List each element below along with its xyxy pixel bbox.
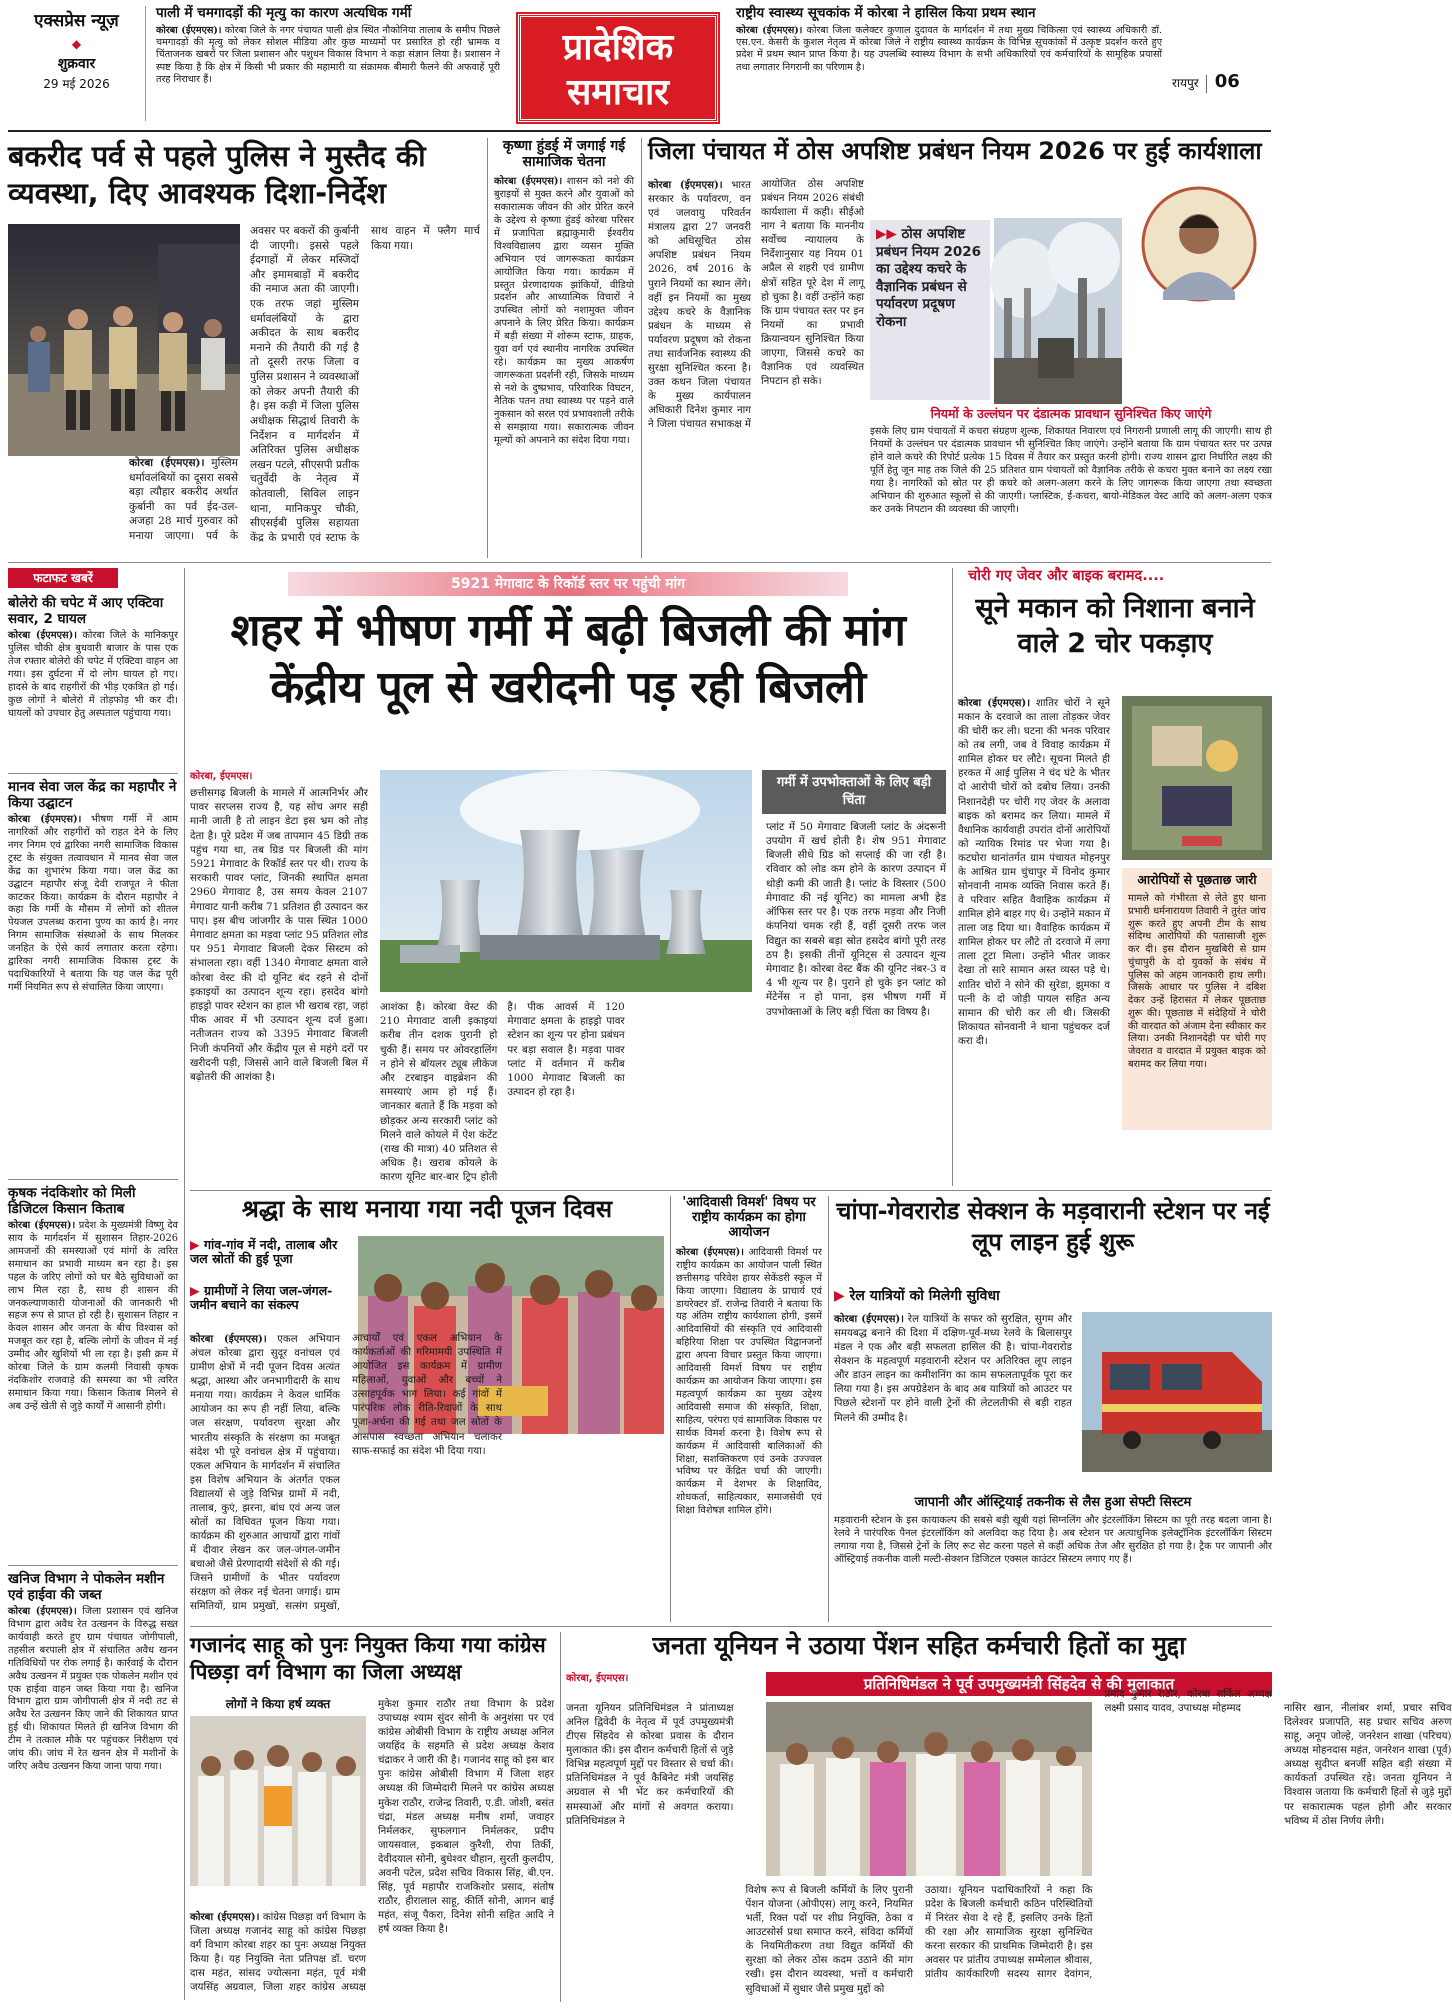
top-left-body [156,25,500,87]
section-title-box [518,14,718,122]
bakrid-text: मुस्लिम धर्मावलंबियों का दूसरा सबसे बड़ा त्यौहार बकरीद अर्थात कुर्बानी का पर्व ईद-उल-अजहा 28 मार्च गुरुवार को मनाया जाएगा। पर्व के अवसर पर बकरों की कुर्बानी दी जाएगी। इससे पहले ईदगाहों में लेकर मस्जिदों और इमामबाड़ों में बकरीद की नमाज अता की जाएगी। एक तरफ जहां मुस्लिम धर्मावलंबियों के द्वारा अकीदत के साथ बकरीद मनाने की तैयारी की गई है तो दूसरी तरफ जिला व पुलिस प्रशासन ने व्यवस्थाओं को लेकर अपनी तैयारी की है। इस कड़ी में जिला पुलिस अधीक्षक सिद्धार्थ तिवारी के निर्देशन व मार्गदर्शन में अतिरिक्त पुलिस अधीक्षक लखन पटले, सीएसपी प्रतीक चतुर्वेदी के नेतृत्व में कोतवाली, सिविल लाइन थाना, मानिकपुर चौकी, सीएसईबी पुलिस सहायता केंद्र के प्रभारी एवं स्टाफ के साथ वाहन में फ्लैग मार्च किया गया। [129,225,480,544]
official-photo [1126,182,1272,306]
adivasi-body [676,1247,822,1518]
theft-box-head: आरोपियों से पूछताछ जारी [1137,872,1257,887]
adivasi-headline: 'आदिवासी विमर्श' विषय पर राष्ट्रीय कार्यक्रम का होगा आयोजन [682,1195,816,1240]
river-text: एकल अभियान अंचल कोरबा द्वारा सुदूर वनांचल एवं ग्रामीण क्षेत्रों में नदी पूजन दिवस अत्यंत श्रद्धा, आस्था और जनभागीदारी के साथ मनाया गया। कार्यक्रम ने केवल धार्मिक आयोजन का रूप ही नहीं लिया, बल्कि जल संरक्षण, पर्यावरण सुरक्षा और भारतीय संस्कृति के संरक्षण का मजबूत संदेश भी पूरे वनांचल क्षेत्र में पहुंचाया। एकल अभियान के मार्गदर्शन में संचालित इस विशेष अभियान के अंतर्गत एकल विद्यालयों से जुड़े विभिन्न ग्रामों में नदी, तालाब, कुएं, झरना, बांध एवं अन्य जल स्रोतों का विधिवत पूजन किया गया। कार्यक्रम की शुरुआत आचार्यों द्वारा गांवों में दीवार लेखन कर जल-जंगल-जमीन बचाओ जैसे प्रेरणादायी संदेशों से की गई। जिसने ग्रामीणों के भीतर पर्यावरण संरक्षण को लेकर नई चेतना जगाई। ग्राम समितियों, ग्राम प्रमुखों, सत्संग प्रमुखों, आचार्यों एवं एकल अभियान के कार्यकर्ताओं की गरिमामयी उपस्थिति में आयोजित इस कार्यक्रम में ग्रामीण महिलाओं, युवाओं और बच्चों ने उत्साहपूर्वक भाग लिया। कई गांवों में पारंपरिक लोक रीति-रिवाजों के साथ पूजा-अर्चना की गई तथा जल स्रोतों के आसपास स्वच्छता अभियान चलाकर साफ-सफाई का संदेश भी दिया गया। [190,1333,502,1613]
power-headline-2: केंद्रीय पूल से खरीदनी पड़ रही बिजली [270,661,866,713]
power-side-box [762,770,946,1186]
top-left-story [156,6,500,126]
gajanand-text: कांग्रेस पिछड़ा वर्ग विभाग के जिला अध्यक्ष गजानंद साहू को कांग्रेस पिछड़ा वर्ग विभाग कोरबा शहर का पुनः अध्यक्ष नियुक्त किया है। यह नियुक्ति नेता प्रतिपक्ष डॉ. चरण दास महंत, सांसद ज्योत्सना महंत, पूर्व मंत्री जयसिंह अग्रवाल, जिला शहर कांग्रेस अध्यक्ष मुकेश कुमार राठौर तथा विभाग के प्रदेश उपाध्यक्ष श्याम सुंदर सोनी के अनुशंसा पर एवं कांग्रेस ओबीसी विभाग के राष्ट्रीय अध्यक्ष अनिल जयहिंद के सहमति से प्रदेश अध्यक्ष केशव चंद्राकर ने जारी की है। गजानंद साहू को इस बार पुनः कांग्रेस ओबीसी विभाग में जिला शहर अध्यक्ष की जिम्मेदारी मिलने पर कांग्रेस अध्यक्ष मुकेश राठौर, राजेन्द्र तिवारी, ए.डी. जोशी, बसंत चंद्रा, मंडल अध्यक्ष मनीष शर्मा, जवाहर निर्मलकर, सुफलगान निर्मलकर, प्रदीप जायसवाल, इकबाल कुरैशी, रोपा तिर्की, देवीदयाल सोनी, बुधेश्वर चौहान, सुरती कुलदीप, अवनी पटेल, प्रदेश सचिव विकास सिंह, बी.एन. सिंह, पूर्व महापौर राजकिशोर प्रसाद, संतोष राठौर, हीरालाल साहू, कीर्ति सोनी, आगन बाई महंत, संजू पैकरा, दिनेश सोनी सहित आदि ने हर्ष व्यक्त किया है। [190,1699,554,1994]
power-side-head: गर्मी में उपभोक्ताओं के लिए बड़ी चिंता [762,770,946,814]
fatafat-item-4 [8,1572,178,1992]
dateline: कोरबा (ईएमएस)। [494,176,563,188]
stolen-items-photo [1122,696,1272,860]
power-story [190,572,946,1186]
bakrid-body [8,224,480,558]
theft-kicker: चोरी गए जेवर और बाइक बरामद.... [968,568,1165,584]
fatafat-item-1 [8,596,178,774]
power-kicker: 5921 मेगावाट के रिकॉर्ड स्तर पर पहुंची मांग [288,572,848,596]
dateline: कोरबा (ईएमएस)। [129,457,205,469]
ornament-icon: ◆ [71,36,82,51]
fatafat-body: कोरबा (ईएमएस)। भीषण गर्मी में आम नागरिकों और राहगीरों को राहत देने के लिए नगर निगम एवं द्वारिका नगरी सामाजिक विकास ट्रस्ट के संयुक्त तत्वावधान में मानव सेवा जल केंद्र का शुभारंभ किया गया। जल केंद्र का उद्घाटन महापौर संजू देवी राजपूत ने फीता काटकर किया। कार्यक्रम के दौरान महापौर ने कहा कि गर्मी के मौसम में लोगों को शीतल पेयजल उपलब्ध कराना पुण्य का कार्य है। नगर निगम सामाजिक संस्थाओं के साथ मिलकर जनहित के ऐसे कार्य लगातार करता रहेगा। द्वारिका नगरी सामाजिक विकास ट्रस्ट के पदाधिकारियों ने बताया कि यह जल केंद्र पूरी गर्मी नियमित रूप से संचालित किया जाएगा। [8,814,178,994]
issue-date: 29 मई 2026 [43,77,110,92]
theft-box-body: मामले को गंभीरता से लेते हुए थाना प्रभारी धर्मनारायण तिवारी ने तुरंत जांच शुरू करते हुए अपनी टीम के साथ संदिग्ध आरोपियों की पतासाजी शुरू कर दी। इस दौरान मुखबिरी से ग्राम चुंचापुरी के दो युवकों के संबंध में पुलिस को अहम जानकारी हाथ लगी। जिसके आधार पर पुलिस ने दबिश देकर उन्हें हिरासत में लेकर पूछताछ शुरू की। पूछताछ में संदेहियों ने चोरी की वारदात को अंजाम देना स्वीकार कर लिया। उनकी निशानदेही पर चोरी गए जेवरात व वारदात में प्रयुक्त बाइक को बरामद कर लिया गया। [1128,893,1266,1070]
fatafat-tag: फटाफट खबरें [8,568,118,588]
masthead-left [8,6,146,121]
theft-story [958,568,1272,1186]
railway-headline: चांपा-गेवरारोड सेक्शन के मड़वारानी स्टेशन पर नई लूप लाइन हुई शुरू [836,1197,1270,1257]
theft-side-box [1122,868,1272,1130]
top-left-headline: पाली में चमगादड़ों की मृत्यु का कारण अत्यधिक गर्मी [156,5,412,21]
fatafat-body: कोरबा (ईएमएस)। जिला प्रशासन एवं खनिज विभाग द्वारा अवैध रेत उत्खनन के विरुद्ध सख्त कार्यवाही करते हुए ग्राम पंचायत जोगीपाली, तहसील बरपाली क्षेत्र में संचालित अवैध खनन गतिविधियों पर रोक लगाई है। कार्रवाई के दौरान अवैध उत्खनन में प्रयुक्त एक पोकलेन मशीन एवं एक हाईवा वाहन जब्त किया गया है। खनिज विभाग द्वारा ग्राम जोगीपाली क्षेत्र में नदी तट से अवैध रेत उत्खनन किए जाने की शिकायत प्राप्त हुई थी। शिकायत मिलते ही खनिज विभाग की टीम ने तत्काल मौके पर पहुंचकर निरीक्षण एवं जांच की। जांच में रेत खनन क्षेत्र में मशीनों के जरिए अवैध उत्खनन किया जाना पाया गया। [8,1606,178,1773]
fatafat-body: कोरबा (ईएमएस)। प्रदेश के मुख्यमंत्री विष्णु देव साय के मार्गदर्शन में सुशासन तिहार-2026 आमजनों की समस्याओं एवं मांगों के त्वरित समाधान का प्रभावी माध्यम बन रहा है। इस पहल के जरिए लोगों को घर बैठे सुविधाओं का लाभ मिल रहा है, साथ ही शासन की जनकल्याणकारी योजनाओं की जानकारी भी सहज रूप से प्राप्त हो रही है। सुशासन तिहार न केवल शासन और जनता के बीच विश्वास को मजबूत कर रहा है, बल्कि लोगों के जीवन में नई उम्मीद और खुशियों भी ला रहा है। इसी क्रम में कोरबा जिले के ग्राम कलमी निवासी कृषक नंदकिशोर राजवाड़े की समस्या का भी त्वरित समाधान किया गया। किसान किताब मिलने से अब उन्हें खेती से जुड़े कार्यों में आसानी होगी। [8,1220,178,1412]
section-title-2: समाचार [566,72,670,114]
river-story [190,1196,664,1622]
adivasi-text: आदिवासी विमर्श पर राष्ट्रीय कार्यक्रम का आयोजन पाली स्थित छत्तीसगढ़ परिवेश हायर सेकेंडरी स्कूल में किया जाएगा। विद्यालय के प्राचार्य एवं डायरेक्टर डॉ. राजेन्द्र तिवारी ने बताया कि यह अंतिम राष्ट्रीय कार्यशाला होगी, इसमें आदिवासियों की संस्कृति एवं आदिवासी बहिरिया शिक्षा पर उपस्थित विद्वानजनों द्वारा अपना विचार प्रस्तुत किया जाएगा। आदिवासी विमर्श विषय पर राष्ट्रीय कार्यक्रम का आयोजन किया जाएगा। इस महत्वपूर्ण कार्यक्रम का मुख्य उद्देश्य आदिवासी समाज की संस्कृति, शिक्षा, साहित्य, परंपरा एवं सामाजिक विकास पर सार्थक विमर्श करना है। विशेष रूप से कार्यक्रम में आदिवासी बालिकाओं की शिक्षा, सशक्तिकरण एवं उनके उज्ज्वल भविष्य पर केंद्रित चर्चा की जाएगी। कार्यक्रम में देशभर के शिक्षाविद, शोधकर्ता, साहित्यकार, समाजसेवी एवं शिक्षा विशेषज्ञ शामिल होंगे। [676,1246,822,1517]
river-headline: श्रद्धा के साथ मनाया गया नदी पूजन दिवस [241,1195,613,1223]
page-info [1172,70,1272,100]
section-title-1: प्रादेशिक [562,27,674,68]
top-left-text: कोरबा जिले के नगर पंचायत पाली क्षेत्र स्थित नौकोनिया तालाब के समीप पिछले चमगादड़ों की मृत्यु को लेकर सोशल मीडिया और कुछ माध्यमों पर प्रसारित हो रही भ्रामक व चिंताजनक खबरों पर जिला प्रशासन और पशुधन विकास विभाग ने कड़ा संज्ञान लिया है। प्रशासन ने स्पष्ट किया है कि क्षेत्र में किसी भी प्रकार की महामारी या संक्रामक बीमारी फैलने की अफवाहें पूरी तरह निराधार हैं। [156,24,500,86]
krishna-headline: कृष्णा हुंडई में जगाई गई सामाजिक चेतना [502,138,626,171]
river-sub-2: ▶ ग्रामीणों ने लिया जल-जंगल-जमीन बचाने का संकल्प [190,1283,333,1313]
bakrid-headline: बकरीद पर्व से पहले पुलिस ने मुस्तैद की व्यवस्था, दिए आवश्यक दिशा-निर्देश [8,139,426,211]
river-sub-1: ▶ गांव-गांव में नदी, तालाब और जल स्रोतों की हुई पूजा [190,1237,338,1267]
power-plant-photo [380,770,752,992]
panchayat-text: भारत सरकार के पर्यावरण, वन एवं जलवायु परिवर्तन मंत्रालय द्वारा 27 जनवरी को अधिसूचित ठोस अपशिष्ट प्रबंधन नियम 2026, वर्ष 2016 के पुराने नियमों का स्थान लेंगे। वहीं इन नियमों का मुख्य उद्देश्य कचरे के वैज्ञानिक प्रबंधन के माध्यम से पर्यावरण प्रदूषण को रोकना तथा सार्वजनिक स्वास्थ्य की सुरक्षा सुनिश्चित करना है। उक्त कथन जिला पंचायत के मुख्य कार्यपालन अधिकारी दिनेश कुमार नाग ने जिला पंचायत सभाकक्ष में आयोजित ठोस अपशिष्ट प्रबंधन नियम 2026 संबंधी कार्यशाला में कही। सीईओ नाग ने बताया कि माननीय सर्वोच्च न्यायालय के निर्देशानुसार यह नियम 01 अप्रैल से शहरी एवं ग्रामीण क्षेत्रों सहित पूरे देश में लागू हो चुका है। वहीं उन्होंने कहा कि ग्राम पंचायत स्तर पर इन नियमों का प्रभावी क्रियान्वयन सुनिश्चित किया जाएगा, जिससे कचरे का वैज्ञानिक एवं व्यवस्थित निपटान हो सके। [648,179,864,431]
top-right-body [736,25,1162,75]
fatafat-column [8,568,178,2000]
dateline: कोरबा, ईएमएस। [190,771,253,782]
panchayat-story [648,138,1272,558]
krishna-body [494,176,634,447]
dateline: कोरबा (ईएमएस)। [834,1313,905,1325]
fatafat-body: कोरबा (ईएमएस)। कोरबा जिले के मानिकपुर पुलिस चौकी क्षेत्र बुधवारी बाजार के पास एक तेज रफ्तार बोलेरो की चपेट में एक्टिवा वाहन आ गया। इस दुर्घटना में दो लोग घायल हो गए। हादसे के बाद राहगीरों की भीड़ एकत्रित हो गई। कुछ लोगों ने बोलेरो में तोड़फोड़ भी कर दी। घायलों को उपचार हेतु अस्पताल पहुंचाया गया। [8,630,178,719]
adivasi-story [676,1196,822,1622]
river-body [190,1332,664,1622]
top-right-text: कोरबा जिला कलेक्टर कुणाल दुदावत के मार्गदर्शन में तथा मुख्य चिकित्सा एवं स्वास्थ्य अधिकारी डॉ. एस.एन. केसरी के कुशल नेतृत्व में कोरबा जिले ने राष्ट्रीय स्वास्थ्य कार्यक्रम के विभिन्न सूचकांकों में उत्कृष्ट प्रदर्शन करते हुए प्रदेश में प्रथम स्थान प्राप्त किया है। यह उपलब्धि स्वास्थ्य विभाग के सभी अधिकारियों एवं कर्मचारियों के सामूहिक प्रयासों तथा लगातार निगरानी का परिणाम है। [736,24,1162,73]
photo-caption: लोगों ने किया हर्ष व्यक्त [225,1697,331,1711]
union-headline: जनता यूनियन ने उठाया पेंशन सहित कर्मचारी हितों का मुद्दा [652,1631,1186,1660]
dateline: कोरबा (ईएमएस)। [190,1333,267,1345]
fatafat-headline: बोलेरो की चपेट में आए एक्टिवा सवार, 2 घायल [8,595,164,627]
panchayat-body [648,178,864,444]
union-body: जनता यूनियन प्रतिनिधिमंडल ने प्रांताध्यक्ष अनिल द्विवेदी के नेतृत्व में पूर्व उपमुख्यमंत्री टीएस सिंहदेव से कोरबा प्रवास के दौरान मुलाकात की। इस दौरान कर्मचारी हितों से जुड़े विभिन्न महत्वपूर्ण मुद्दों पर विस्तार से चर्चा की। प्रतिनिधिमंडल ने पूर्व कैबिनेट मंत्री जयसिंह अग्रवाल से भी भेंट कर कर्मचारियों की समस्याओं और मांगों से अवगत कराया। प्रतिनिधिमंडल ने विशेष रूप से बिजली कर्मियों के लिए पुरानी पेंशन योजना (ओपीएस) लागू करने, नियमित भर्ती, रिक्त पदों पर शीघ्र नियुक्ति, ठेका व आउटसोर्स प्रथा समाप्त करने, संविदा कर्मियों के नियमितीकरण तथा विद्युत कर्मियों की सुरक्षा को लेकर ठोस कदम उठाने की मांग रखी। इस दौरान व्यवस्था, भत्तों व कर्मचारी सुविधाओं में सुधार जैसे प्रमुख मुद्दों को उठाया। यूनियन पदाधिकारियों ने कहा कि प्रदेश के बिजली कर्मचारी कठिन परिस्थितियों में निरंतर सेवा दे रहे हैं, इसलिए उनके हितों की रक्षा और सामाजिक सुरक्षा सुनिश्चित करना सरकार की प्राथमिक जिम्मेदारी है। इस अवसर पर प्रांतीय उपाध्यक्ष सम्मेलाल श्रीवास, प्रांतीय कार्यकारिणी सदस्य सागर देवांगन, प्रमोद कुमार राठौर, कोरबा सर्किल अध्यक्ष लक्ष्मी प्रसाद यादव, उपाध्यक्ष मोहम्मद नासिर खान, नीलांबर शर्मा, प्रचार सचिव दिलेश्वर प्रजापति, सह प्रचार सचिव अरुण साहू, अनूप जोल्हे, जनरेशन शाखा (परिचय) अध्यक्ष मोहनदास महंत, जनरेशन शाखा (पूर्व) अध्यक्ष सुदीप्त बनर्जी सहित बड़ी संख्या में कार्यकर्ता उपस्थित रहे। जनता यूनियन ने विश्वास जताया कि कर्मचारी हितों से जुड़े मुद्दों पर सकारात्मक पहल होगी और सरकार भविष्य में ठोस निर्णय लेगी। [566,1689,1452,1995]
fatafat-item-3 [8,1186,178,1566]
power-body-3: प्लांट में 50 मेगावाट बिजली प्लांट के अंदरूनी उपयोग में खर्च होती है। शेष 951 मेगावाट बिजली सीधे ग्रिड को सप्लाई की जा रही है। रविवार को लोड कम होने के कारण उत्पादन में थोड़ी कमी की जाती है। प्लांट के विस्तार (500 मेगावाट की नई यूनिट) का मामला अभी हेड ऑफिस स्तर पर है। एक तरफ मड़वा और निजी कंपनियां चमक रही हैं, वहीं दूसरी तरफ जल विद्युत का सबसे बड़ा स्रोत हसदेव बांगो पूरी तरह ठप है। इसकी तीनों यूनिट्स से उत्पादन शून्य मेगावाट है। कोरबा वेस्ट बैंक की यूनिट नंबर-3 व 4 भी शून्य पर है। पुराने हो चुके इन प्लांट को मेंटेनेंस न हो पाना, इस भीषण गर्मी में उपभोक्ताओं के लिए बड़ी चिंता का विषय है। [766,820,946,1018]
gajanand-story [190,1632,554,2002]
theft-headline: सूने मकान को निशाना बनाने वाले 2 चोर पकड़ाए [975,592,1255,659]
top-right-story [736,6,1162,126]
railway-story [834,1196,1272,1622]
gajanand-headline: गजानंद साहू को पुनः नियुक्त किया गया कांग्रेस पिछड़ा वर्ग विभाग का जिला अध्यक्ष [190,1633,546,1685]
fatafat-item-2 [8,780,178,1180]
panchayat-highlight [870,220,990,400]
fatafat-headline: कृषक नंदकिशोर को मिली डिजिटल किसान किताब [8,1185,136,1217]
page-number: 06 [1214,71,1240,92]
train-photo [1082,1312,1272,1472]
panchayat-body2: इसके लिए ग्राम पंचायतों में कचरा संग्रहण शुल्क, शिकायत निवारण एवं निगरानी प्रणाली लागू की जाएगी। साथ ही नियमों के उल्लंघन पर दंडात्मक प्रावधान भी सुनिश्चित किए जाएंगे। उन्होंने बताया कि ग्राम पंचायत स्तर पर उत्पन्न होने वाले कचरे की रिपोर्ट प्रत्येक 15 दिवस में तैयार कर प्रस्तुत करनी होगी। राज्य शासन द्वारा निर्धारित लक्ष्य की पूर्ति हेतु जून माह तक जिले की 25 प्रतिशत ग्राम पंचायतों को वैज्ञानिक तरीके से कचरा मुक्त बनाने का लक्ष्य रखा गया है। नागरिकों को स्रोत पर ही कचरे को अलग-अलग करने के लिए जागरूक किया जाएगा तथा स्वच्छता अभियान की शुरुआत स्कूलों से की जाएगी। प्लास्टिक, ई-कचरा, बायो-मेडिकल वेस्ट आदि को अलग-अलग एकत्र कर उनके निपटान की व्यवस्था की जाएगी। [870,426,1272,515]
fatafat-headline: मानव सेवा जल केंद्र का महापौर ने किया उद्घाटन [8,779,177,811]
panchayat-headline: जिला पंचायत में ठोस अपशिष्ट प्रबंधन नियम 2026 पर हुई कार्यशाला [648,137,1262,165]
power-body-2: आशंका है। कोरबा वेस्ट की 210 मेगावाट वाली इकाइयां करीब तीन दशक पुरानी हो चुकी हैं। समय पर ओवरहालिंग न होने से बॉयलर ट्यूब लीकेज और टरबाइन वाइब्रेशन की समस्याएं आम हो गई हैं। जानकार बताते हैं कि मड़वा को छोड़कर अन्य सरकारी प्लांट को मिलने वाले कोयले में ऐश कंटेंट (राख की मात्रा) 40 प्रतिशत से अधिक है। खराब कोयले के कारण यूनिट बार-बार ट्रिप होती है। पीक आवर्स में 120 मेगावाट क्षमता के हाइड्रो पावर स्टेशन का शून्य पर होना प्रबंधन पर बड़ा सवाल है। मड़वा पावर प्लांट में वर्तमान में करीब 1000 मेगावाट बिजली का उत्पादन हो रहा है। [380,1001,625,1184]
top-right-headline: राष्ट्रीय स्वास्थ्य सूचकांक में कोरबा ने हासिल किया प्रथम स्थान [736,5,1036,21]
dateline: कोरबा (ईएमएस)। [156,24,222,36]
railway-box [834,1496,1272,1622]
power-body-1: छत्तीसगढ़ बिजली के मामले में आत्मनिर्भर और पावर सरप्लस राज्य है, यह सोच अगर सही मानी जाती है तो लाइन डेटा इस भ्रम को तोड़ देता है। पूरे प्रदेश में जब तापमान 45 डिग्री तक पहुंच गया था, तब ग्रिड पर बिजली की मांग 5921 मेगावाट के रिकॉर्ड स्तर पर थी। राज्य के सरकारी पावर प्लांट, जिनकी स्थापित क्षमता 2960 मेगावाट है, उस समय केवल 2107 मेगावाट यानी करीब 71 प्रतिशत ही उत्पादन कर पाए। इस बीच जांजगीर के पास स्थित 1000 मेगावाट क्षमता का मड़वा प्लांट 95 प्रतिशत लोड पर 951 मेगावाट बिजली देकर सिस्टम को संभालता रहा। वहीं 1340 मेगावाट क्षमता वाले कोरबा वेस्ट की दो यूनिट बंद रहने से दोनों इकाइयों का उत्पादन शून्य रहा। हसदेव बांगो हाइड्रो पावर स्टेशन का हाल भी खराब रहा, जहां पीक आवर में भी उत्पादन शून्य दर्ज हुआ। नतीजतन राज्य को 3395 मेगावाट बिजली निजी कंपनियों और केंद्रीय पूल से महंगे दरों पर खरीदनी पड़ी, जिससे आने वाले बिजली बिल में बढ़ोतरी की आशंका है। [190,787,368,1084]
union-story [566,1631,1452,2002]
gajanand-body [190,1698,554,2002]
dateline: कोरबा (ईएमएस)। [958,697,1031,709]
panchayat-subhead: नियमों के उल्लंघन पर दंडात्मक प्रावधान सुनिश्चित किए जाएंगे [930,406,1212,421]
krishna-story [494,138,634,558]
railway-text: रेल यात्रियों के सफर को सुरक्षित, सुगम और समयबद्ध बनाने की दिशा में दक्षिण-पूर्व-मध्य रेलवे के बिलासपुर मंडल ने एक और बड़ी सफलता हासिल की है। चांपा-गेवरारोड सेक्शन के महत्वपूर्ण मड़वारानी स्टेशन पर अतिरिक्त लूप लाइन और डाउन लाइन का कमीशनिंग का काम सफलतापूर्वक पूरा कर लिया गया है। इस अपग्रेडेशन के बाद अब यात्रियों को आउटर पर पिछले स्टेशनों पर होने वाली ट्रेनों की लेटलतीफी से बड़ी राहत मिलने की उम्मीद है। [834,1314,1072,1424]
railway-box-body: मड़वारानी स्टेशन के इस कायाकल्प की सबसे बड़ी खूबी यहां सिग्नलिंग और इंटरलॉकिंग सिस्टम का पूरी तरह बदला जाना है। रेलवे ने पारंपरिक पैनल इंटरलॉकिंग को अलविदा कह दिया है। अब स्टेशन पर अत्याधुनिक इलेक्ट्रॉनिक इंटरलॉकिंग सिस्टम लगाया गया है, जिससे ट्रेनों के लिए रूट सेट करना पहले से कहीं अधिक तेज और सुरक्षित हो गया है। ट्रैक पर जापानी और ऑस्ट्रियाई तकनीक वाली मल्टी-सेक्शन डिजिटल एक्सल काउंटर सिस्टम लगाए गए हैं। [834,1514,1272,1565]
theft-text: शातिर चोरों ने सूने मकान के दरवाजे का ताला तोड़कर जेवर की चोरी कर ली। घटना की भनक परिवार को तब लगी, जब वे विवाह कार्यक्रम में शामिल होकर घर लौटे। सूचना मिलते ही हरकत में आई पुलिस ने चंद घंटे के भीतर दो आरोपी चोरों को दबोच लिया। उनकी निशानदेही पर चोरी गए जेवर के अलावा बाइक को बरामद कर लिया। मामले में वैधानिक कार्यवाही उपरांत दोनों आरोपियों को न्यायिक रिमांड पर भेजा गया है। कटघोरा थानांतर्गत ग्राम पंचायत मोहनपुर के आश्रित ग्राम चुंचापुर में विनोद कुमार सोनवानी नामक व्यक्ति निवास करते हैं। वे परिवार सहित वैवाहिक कार्यक्रम में शामिल होने बाहर गए थे। उन्होंने मकान में ताला जड़ दिया था। वैवाहिक कार्यक्रम में शामिल होकर घर लौटे तो दरवाजे में लगा ताला टूटा मिला। उन्होंने भीतर जाकर देखा तो सारे सामान अस्त व्यस्त पड़े थे। शातिर चोरों ने सोने की सुरेडा, झुमका व पत्नी के दो जोड़ी पायल सहित अन्य सामान की चोरी कर ली थी। जिसकी शिकायत सोनवानी ने थाना पहुंचकर दर्ज करा दी। [958,698,1110,1047]
dateline: कोरबा (ईएमएस)। [648,179,723,191]
railway-subhead: ▶ रेल यात्रियों को मिलेगी सुविधा [834,1288,1000,1304]
paper-name: एक्सप्रेस न्यूज़ [34,11,119,31]
issue-day: शुक्रवार [57,56,96,73]
union-text: जनता यूनियन प्रतिनिधिमंडल ने प्रांताध्यक्ष अनिल द्विवेदी के नेतृत्व में पूर्व उपमुख्यमंत्री टीएस सिंहदेव से कोरबा प्रवास के दौरान मुलाकात की। इस दौरान कर्मचारी हितों से जुड़े विभिन्न महत्वपूर्ण मुद्दों पर विस्तार से चर्चा की। प्रतिनिधिमंडल ने पूर्व कैबिनेट मंत्री जयसिंह अग्रवाल से भी भेंट कर कर्मचारियों की समस्याओं और मांगों से अवगत कराया। प्रतिनिधिमंडल ने [566,1703,734,1827]
krishna-text: शासन को नशे की बुराइयों से मुक्त करने और युवाओं को सकारात्मक जीवन की ओर प्रेरित करने के उद्देश्य से कृष्णा हुंडई कोरबा परिसर में प्रजापिता ब्रह्माकुमारी ईश्वरीय विश्वविद्यालय द्वारा व्यसन मुक्ति अभियान एवं जागरूकता कार्यक्रम आयोजित किया गया। कार्यक्रम में प्रस्तुत प्रेरणादायक झांकियों, वीडियो प्रदर्शन और आध्यात्मिक विचारों ने उपस्थित लोगों को नशामुक्त जीवन अपनाने के लिए प्रेरित किया। कार्यक्रम में बड़ी संख्या में शोरूम स्टाफ, ग्राहक, युवा वर्ग एवं स्थानीय नागरिक उपस्थित रहे। कार्यक्रम का मुख्य आकर्षण जागरूकता प्रदर्शनी रही, जिसके माध्यम से नशे के दुष्प्रभाव, परिवारिक विघटन, नैतिक पतन तथा स्वास्थ्य पर पड़ने वाले नुकसान को सरल एवं प्रभावशाली तरीके से समझाया गया। सकारात्मक जीवन मूल्यों को अपनाने का संदेश दिया गया। [494,176,634,446]
union-subhead: प्रतिनिधिमंडल ने पूर्व उपमुख्यमंत्री सिंहदेव से की मुलाकात [766,1672,1272,1696]
city-label: रायपुर [1172,76,1199,90]
power-headline-1: शहर में भीषण गर्मी में बढ़ी बिजली की मांग [230,605,906,656]
bakrid-story [8,138,480,558]
dateline: कोरबा (ईएमएस)। [736,24,803,36]
fatafat-headline: खनिज विभाग ने पोकलेन मशीन एवं हाईवा की जब्त [8,1571,165,1603]
dateline: कोरबा, ईएमएस। [566,1673,629,1684]
dateline: कोरबा (ईएमएस)। [676,1246,744,1258]
dateline: कोरबा (ईएमएस)। [190,1911,260,1923]
railway-box-head: जापानी और ऑस्ट्रियाई तकनीक से लैस हुआ सेफ्टी सिस्टम [914,1495,1192,1510]
factory-photo [994,218,1122,404]
highlight-text: ▶▶ ठोस अपशिष्ट प्रबंधन नियम 2026 का उद्देश्य कचरे के वैज्ञानिक प्रबंधन से पर्यावरण प्रदूषण रोकना [876,226,982,330]
